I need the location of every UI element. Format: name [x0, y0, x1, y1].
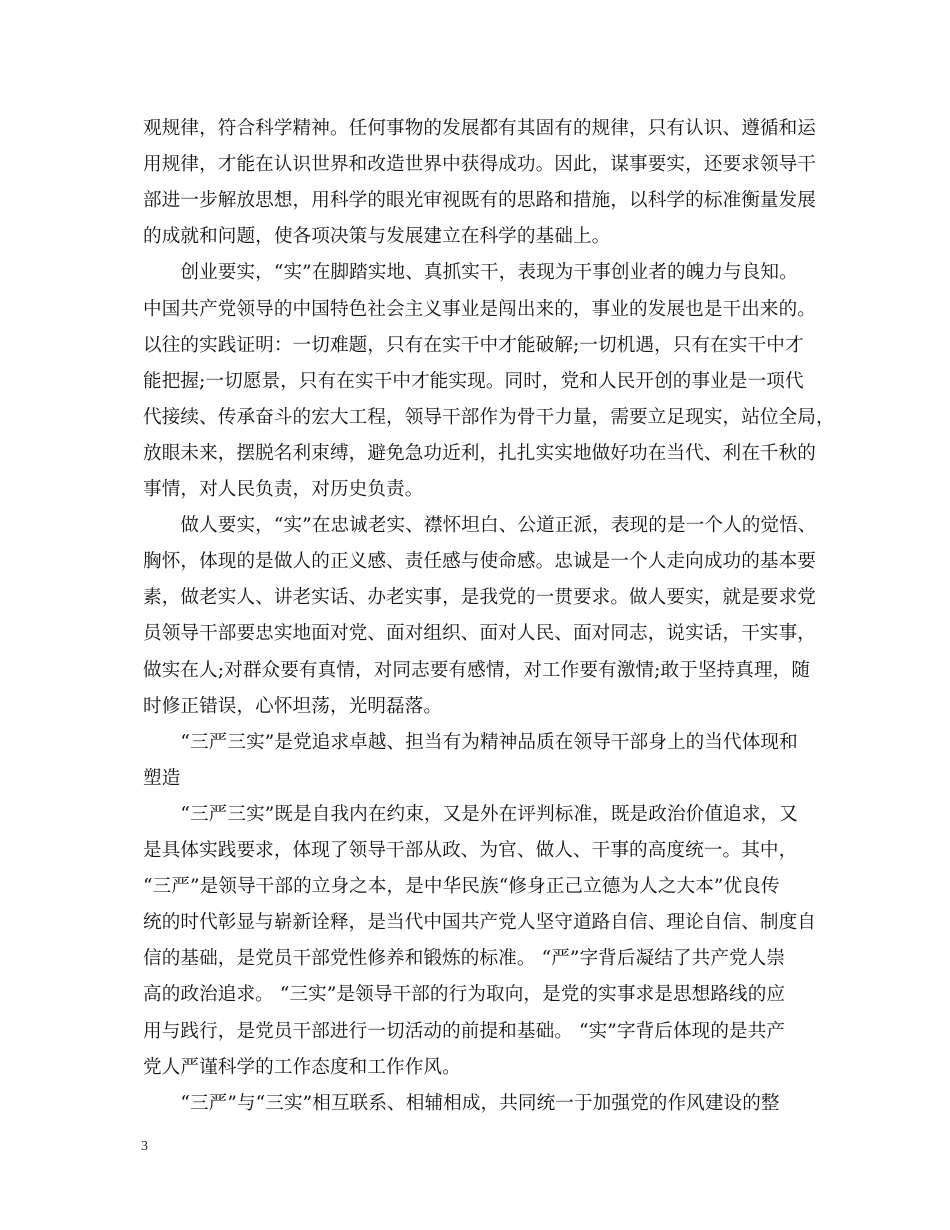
text-line: 做实在人;对群众要有真情，对同志要有感情，对工作要有激情;敢于坚持真理，随	[143, 659, 811, 681]
text-line: 时修正错误，心怀坦荡，光明磊落。	[143, 695, 443, 717]
text-line: 素，做老实人、讲老实话、办老实事，是我党的一贯要求。做人要实，就是要求党	[143, 587, 816, 609]
text-line: 党人严谨科学的工作态度和工作作风。	[143, 1056, 461, 1078]
page-number: 3	[141, 1139, 148, 1154]
text-line: 信的基础，是党员干部党性修养和锻炼的标准。 “严”字背后凝结了共产党人崇	[143, 948, 786, 970]
text-line: 观规律，符合科学精神。任何事物的发展都有其固有的规律，只有认识、遵循和运	[143, 118, 816, 139]
text-line: 的成就和问题，使各项决策与发展建立在科学的基础上。	[143, 226, 611, 248]
text-line: “三严”与“三实”相互联系、相辅相成，共同统一于加强党的作风建设的整	[143, 1092, 780, 1114]
text-line: 是具体实践要求，体现了领导干部从政、为官、做人、干事的高度统一。其中，	[143, 840, 798, 861]
text-line: “三严三实”是党追求卓越、担当有为精神品质在领导干部身上的当代体现和	[143, 731, 798, 753]
text-line: 部进一步解放思想，用科学的眼光审视既有的思路和措施，以科学的标准衡量发展	[143, 190, 816, 212]
text-line: 员领导干部要忠实地面对党、面对组织、面对人民、面对同志，说实话，干实事，	[143, 623, 816, 645]
text-line: 代接续、传承奋斗的宏大工程，领导干部作为骨干力量，需要立足现实，站位全局，	[143, 406, 835, 428]
text-line: 中国共产党领导的中国特色社会主义事业是闯出来的，事业的发展也是干出来的。	[143, 298, 816, 320]
text-line: “三严三实”既是自我内在约束，又是外在评判标准，既是政治价值追求，又	[143, 803, 798, 825]
text-line: 高的政治追求。 “三实”是领导干部的行为取向，是党的实事求是思想路线的应	[143, 984, 786, 1006]
text-line: 能把握;一切愿景，只有在实干中才能实现。同时，党和人民开创的事业是一项代	[143, 370, 804, 392]
text-line: 用规律，才能在认识世界和改造世界中获得成功。因此，谋事要实，还要求领导干	[143, 154, 816, 176]
text-line: 做人要实，“实”在忠诚老实、襟怀坦白、公道正派，表现的是一个人的觉悟、	[143, 515, 817, 537]
text-line: 放眼未来，摆脱名利束缚，避免急功近利，扎扎实实地做好功在当代、利在千秋的	[143, 442, 816, 464]
text-line: 创业要实，“实”在脚踏实地、真抓实干，表现为干事创业者的魄力与良知。	[143, 262, 798, 284]
text-line: 塑造	[143, 767, 181, 789]
text-line: 胸怀，体现的是做人的正义感、责任感与使命感。忠诚是一个人走向成功的基本要	[143, 551, 816, 573]
text-line: 事情，对人民负责，对历史负责。	[143, 479, 424, 500]
text-line: 统的时代彰显与崭新诠释，是当代中国共产党人坚守道路自信、理论自信、制度自	[143, 912, 816, 934]
text-line: 用与践行，是党员干部进行一切活动的前提和基础。 “实”字背后体现的是共产	[143, 1020, 786, 1042]
text-line: “三严”是领导干部的立身之本，是中华民族“修身正己立德为人之大本”优良传	[143, 876, 780, 898]
text-line: 以往的实践证明：一切难题，只有在实干中才能破解;一切机遇，只有在实干中才	[143, 334, 804, 356]
